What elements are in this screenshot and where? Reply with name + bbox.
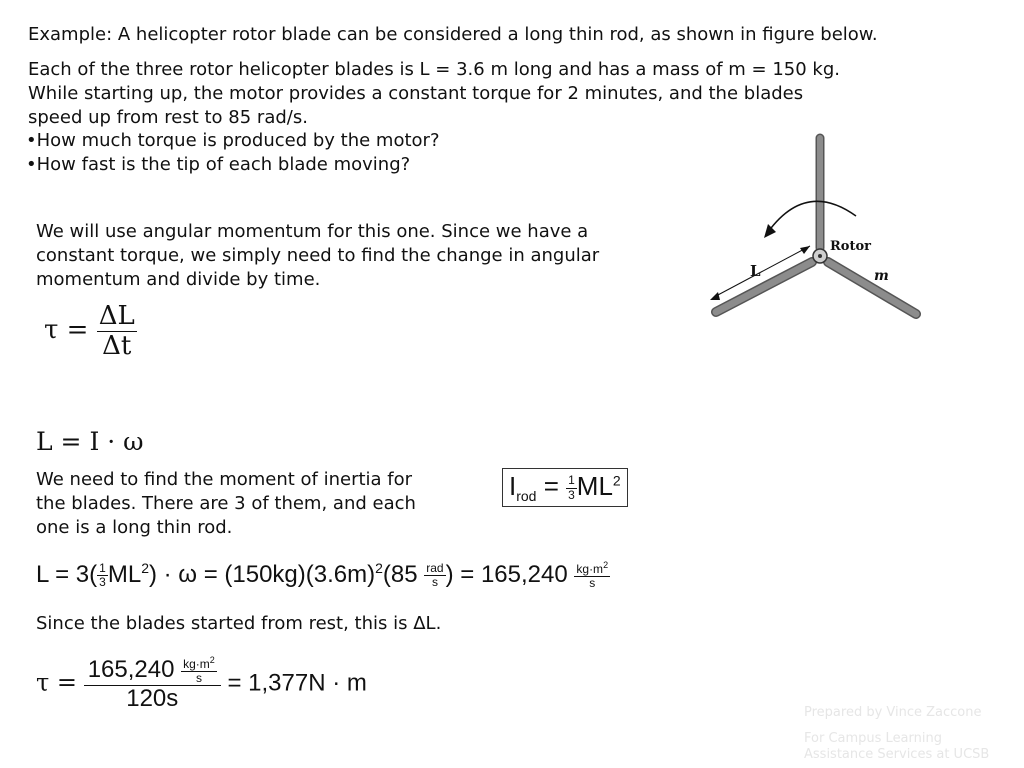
question-1 <box>26 129 440 153</box>
torque-fraction <box>97 302 137 360</box>
question-1-text: How much torque is produced by the motor? <box>36 130 440 151</box>
torque-lhs: τ = <box>44 315 89 346</box>
problem-intro: Example: A helicopter rotor blade can be considered a long thin rod, as shown in figure below. <box>28 24 878 45</box>
solution-para-1-line-1: We will use angular momentum for this one. Since we have a <box>36 221 589 242</box>
question-2 <box>26 153 410 177</box>
rotation-arrow <box>768 201 856 232</box>
solution-para-2-line-1: We need to find the moment of inertia for <box>36 469 413 490</box>
problem-line-2: While starting up, the motor provides a constant torque for 2 minutes, and the blades <box>28 83 804 104</box>
fraction-denominator: Δt <box>102 330 132 361</box>
angular-momentum-calculation: L = 3( $\frac{1}{3}$ $ML^2) \cdot \omega = (150kg)(3.6m)^2(85$ $\frac{\text{rad}}{s}$ ) = 165,240 $\frac{kg\cdot m^2}{s}$ <box>36 559 609 591</box>
one-third-fraction: $\frac{1}{3}$ <box>99 560 106 590</box>
credit-line-1: Prepared by Vince Zaccone <box>804 705 982 720</box>
momentum-unit: $\frac{kg\cdot m^2}{s}$ <box>183 655 215 686</box>
inertia-formula-box <box>502 468 628 507</box>
inertia-ml: ML <box>576 471 613 501</box>
problem-line-3: speed up from rest to 85 rad/s. <box>28 107 308 128</box>
inertia-subscript: rod <box>516 488 537 505</box>
torque-result-equation: τ = 165,240 $\frac{kg\cdot m^2}{s}$ 120s = 1,377N · m <box>36 655 367 713</box>
rotor-figure <box>700 130 940 330</box>
solution-para-1-line-3: momentum and divide by time. <box>36 269 321 290</box>
rotation-arrowhead <box>764 224 776 238</box>
length-label: L <box>750 262 761 280</box>
mass-label: m <box>874 268 889 284</box>
credit-line-3: Assistance Services at UCSB <box>804 747 990 762</box>
inertia-exponent: 2 <box>612 472 621 489</box>
bullet: • <box>26 130 37 151</box>
inertia-symbol: I <box>509 471 517 501</box>
question-2-text: How fast is the tip of each blade moving? <box>36 154 411 175</box>
one-third-fraction: $\frac{1}{3}$ <box>568 473 575 502</box>
torque-equation <box>44 302 137 360</box>
angular-momentum-equation: L = I · ω <box>36 427 144 456</box>
problem-line-1: Each of the three rotor helicopter blades is L = 3.6 m long and has a mass of m = 150 kg. <box>28 59 840 80</box>
solution-para-3: Since the blades started from rest, this is ΔL. <box>36 613 442 634</box>
credit-line-2: For Campus Learning <box>804 731 942 746</box>
inertia-equals: = <box>536 471 567 501</box>
solution-para-1-line-2: constant torque, we simply need to find the change in angular <box>36 245 600 266</box>
rotor-blades <box>716 138 916 314</box>
torque-result-fraction: 165,240 $\frac{kg\cdot m^2}{s}$ 120s <box>84 656 221 713</box>
rad-per-s-unit: $\frac{\text{rad}}{s}$ <box>426 560 444 590</box>
result-unit: $\frac{kg\cdot m^2}{s}$ <box>576 559 609 591</box>
solution-para-2-line-3: one is a long thin rod. <box>36 517 233 538</box>
rotor-label: Rotor <box>830 239 871 254</box>
fraction-numerator: ΔL <box>98 301 135 331</box>
solution-para-2-line-2: the blades. There are 3 of them, and each <box>36 493 416 514</box>
bullet: • <box>26 154 37 175</box>
